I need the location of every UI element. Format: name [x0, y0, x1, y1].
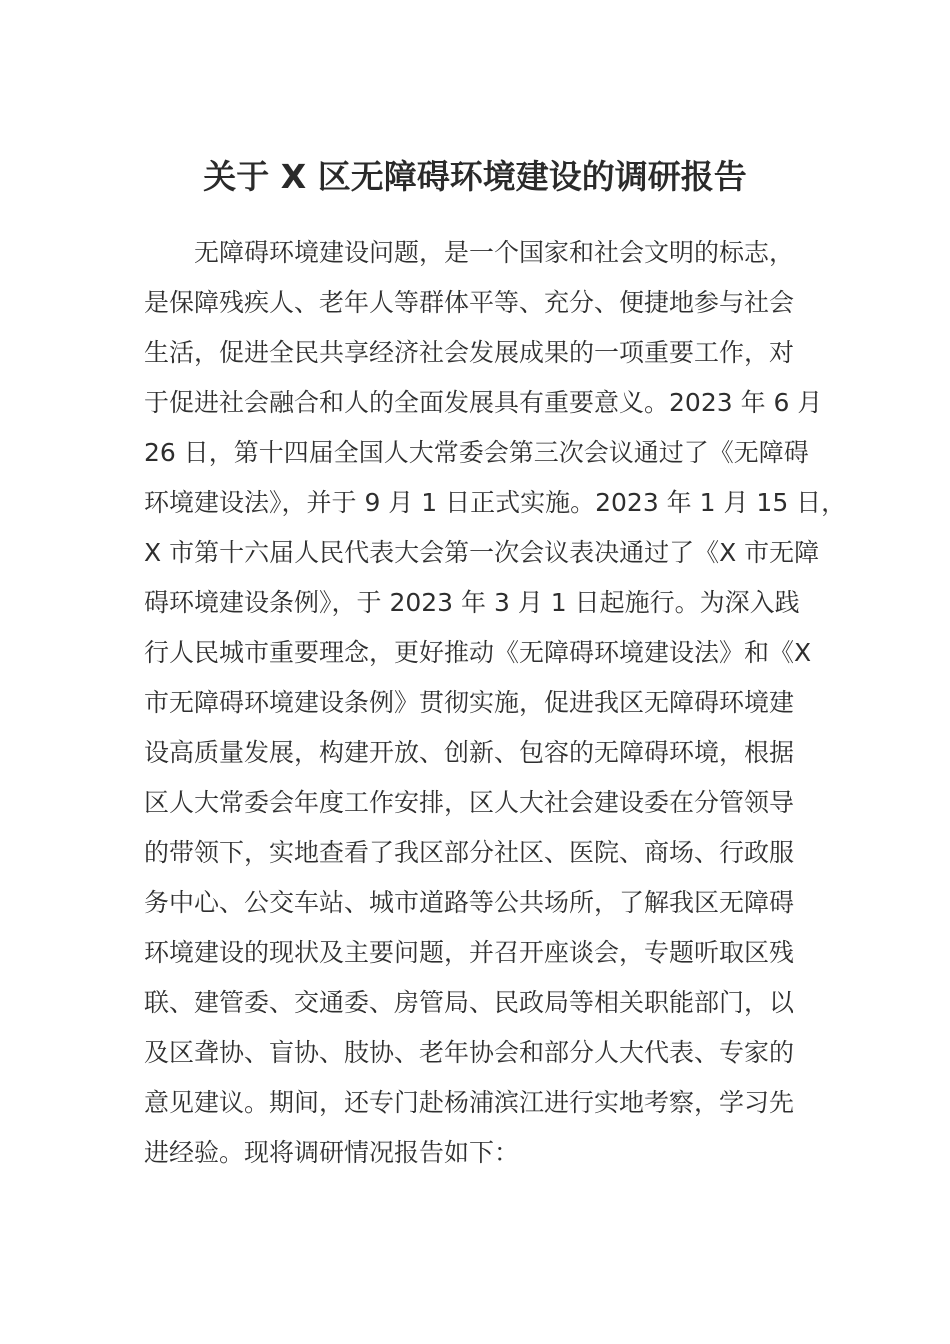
paragraph-line: 联、建管委、交通委、房管局、民政局等相关职能部门，以 — [144, 988, 795, 1017]
paragraph-line: 市无障碍环境建设条例》贯彻实施，促进我区无障碍环境建 — [144, 688, 795, 717]
body-paragraph — [144, 228, 847, 1178]
paragraph-line: 的带领下，实地查看了我区部分社区、医院、商场、行政服 — [144, 838, 795, 867]
paragraph-line: 意见建议。期间，还专门赴杨浦滨江进行实地考察，学习先 — [144, 1088, 795, 1117]
paragraph-line: 生活，促进全民共享经济社会发展成果的一项重要工作，对 — [144, 338, 795, 367]
paragraph-line: 区人大常委会年度工作安排，区人大社会建设委在分管领导 — [144, 788, 795, 817]
paragraph-line: 无障碍环境建设问题，是一个国家和社会文明的标志， — [194, 238, 795, 267]
paragraph-line: 设高质量发展，构建开放、创新、包容的无障碍环境，根据 — [144, 738, 795, 767]
paragraph-line: 环境建设法》，并于 9 月 1 日正式实施。2023 年 1 月 15 日， — [144, 488, 847, 517]
paragraph-line: 及区聋协、盲协、肢协、老年协会和部分人大代表、专家的 — [144, 1038, 795, 1067]
document-title: 关于 X 区无障碍环境建设的调研报告 — [203, 157, 747, 196]
paragraph-line: 进经验。现将调研情况报告如下： — [144, 1138, 520, 1167]
paragraph-line: 行人民城市重要理念，更好推动《无障碍环境建设法》和《X — [144, 638, 812, 667]
paragraph-line: 环境建设的现状及主要问题，并召开座谈会，专题听取区残 — [144, 938, 795, 967]
paragraph-line: 是保障残疾人、老年人等群体平等、充分、便捷地参与社会 — [144, 288, 795, 317]
paragraph-line: 26 日，第十四届全国人大常委会第三次会议通过了《无障碍 — [144, 438, 809, 467]
paragraph-line: 务中心、公交车站、城市道路等公共场所，了解我区无障碍 — [144, 888, 795, 917]
paragraph-line: X 市第十六届人民代表大会第一次会议表决通过了《X 市无障 — [144, 538, 820, 567]
paragraph-line: 碍环境建设条例》，于 2023 年 3 月 1 日起施行。为深入践 — [144, 588, 800, 617]
paragraph-line: 于促进社会融合和人的全面发展具有重要意义。2023 年 6 月 — [144, 388, 823, 417]
